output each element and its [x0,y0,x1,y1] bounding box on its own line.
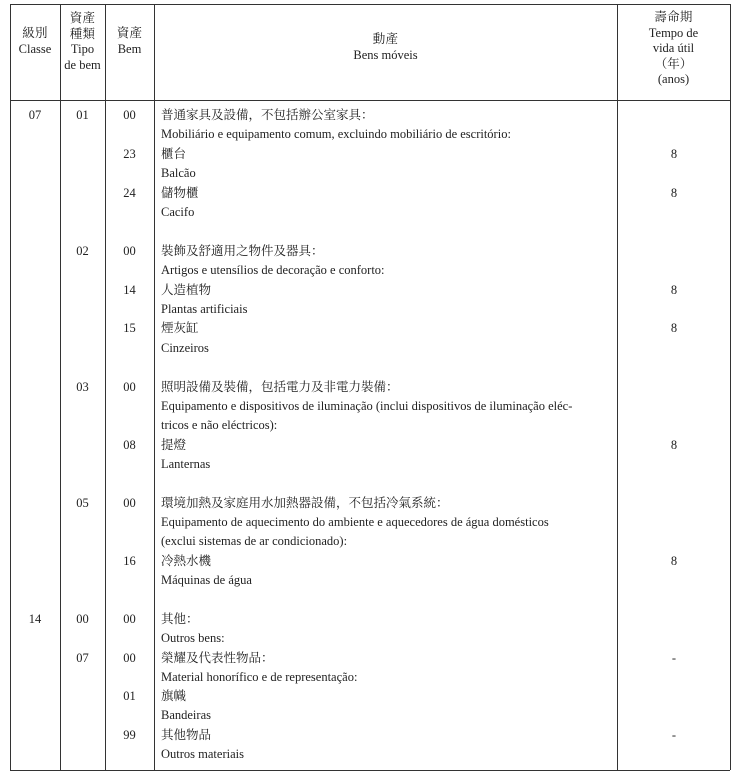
bem-code: 00 [123,496,136,510]
bem-code: 01 [123,689,136,703]
table-border-right [730,4,731,770]
table-border-top [10,4,730,5]
bem-code: 14 [123,283,136,297]
asset-description: 旗幟 [161,689,187,703]
asset-description: 普通家具及設備，不包括辦公室家具： [161,108,374,122]
asset-description: 榮耀及代表性物品： [161,651,274,665]
bem-code: 99 [123,728,136,742]
asset-description: 煙灰缸 [161,321,199,335]
bem-code: 00 [123,612,136,626]
asset-description: 其他： [161,612,199,626]
asset-description: 環境加熱及家庭用水加熱器設備，不包括冷氣系統： [161,496,449,510]
asset-description: Equipamento e dispositivos de iluminação (inclui dispositivos de iluminação eléc- [161,399,573,413]
asset-description: 櫃台 [161,147,187,161]
asset-description: Equipamento de aquecimento do ambiente e aquecedores de água domésticos [161,515,549,529]
asset-description: 儲物櫃 [161,186,199,200]
asset-description: Bandeiras [161,708,211,722]
asset-description: Outros materiais [161,747,244,761]
asset-description: 照明設備及裝備，包括電力及非電力裝備： [161,380,399,394]
header-divider [10,100,730,101]
header-tempo-vida-util: 壽命期 Tempo de vida útil （年） (anos) [648,10,699,86]
useful-life-years: 8 [670,438,678,452]
classe-code: 07 [28,108,42,122]
asset-description: Balcão [161,166,196,180]
bem-code: 23 [123,147,136,161]
asset-description: Plantas artificiais [161,302,248,316]
asset-description: 人造植物 [161,283,212,297]
bem-code: 00 [123,380,136,394]
table-border-bottom [10,770,730,771]
useful-life-years: - [671,728,677,742]
useful-life-years: 8 [670,186,678,200]
bem-code: 24 [123,186,136,200]
bem-code: 15 [123,321,136,335]
asset-description: Material honorífico e de representação: [161,670,358,684]
useful-life-years: 8 [670,321,678,335]
tipo-code: 05 [76,496,89,510]
asset-description: tricos e não eléctricos): [161,418,278,432]
header-bem: 資產 Bem [116,26,143,56]
bem-code: 00 [123,651,136,665]
useful-life-years: 8 [670,147,678,161]
asset-description: 其他物品 [161,728,212,742]
asset-description: Lanternas [161,457,211,471]
asset-description: 裝飾及舒適用之物件及器具： [161,244,324,258]
header-tipo: 資產 種類 Tipo de bem [64,11,101,72]
classe-code: 14 [28,612,42,626]
tipo-code: 03 [76,380,89,394]
asset-description: (exclui sistemas de ar condicionado): [161,534,348,548]
asset-description: Máquinas de água [161,573,252,587]
header-bens-moveis: 動產 Bens móveis [353,32,418,62]
column-divider [154,4,155,770]
bem-code: 00 [123,108,136,122]
asset-description: Mobiliário e equipamento comum, excluindo mobiliário de escritório: [161,127,511,141]
asset-description: Cinzeiros [161,341,209,355]
tipo-code: 01 [76,108,89,122]
asset-description: Artigos e utensílios de decoração e conforto: [161,263,385,277]
bem-code: 00 [123,244,136,258]
tipo-code: 00 [76,612,89,626]
useful-life-years: 8 [670,283,678,297]
asset-description: 冷熱水機 [161,554,212,568]
bem-code: 08 [123,438,136,452]
asset-description: Outros bens: [161,631,225,645]
useful-life-years: 8 [670,554,678,568]
bem-code: 16 [123,554,136,568]
asset-description: 提燈 [161,438,187,452]
useful-life-years: - [671,651,677,665]
header-classe: 級別 Classe [18,26,52,56]
tipo-code: 02 [76,244,89,258]
asset-description: Cacifo [161,205,195,219]
tipo-code: 07 [76,651,89,665]
